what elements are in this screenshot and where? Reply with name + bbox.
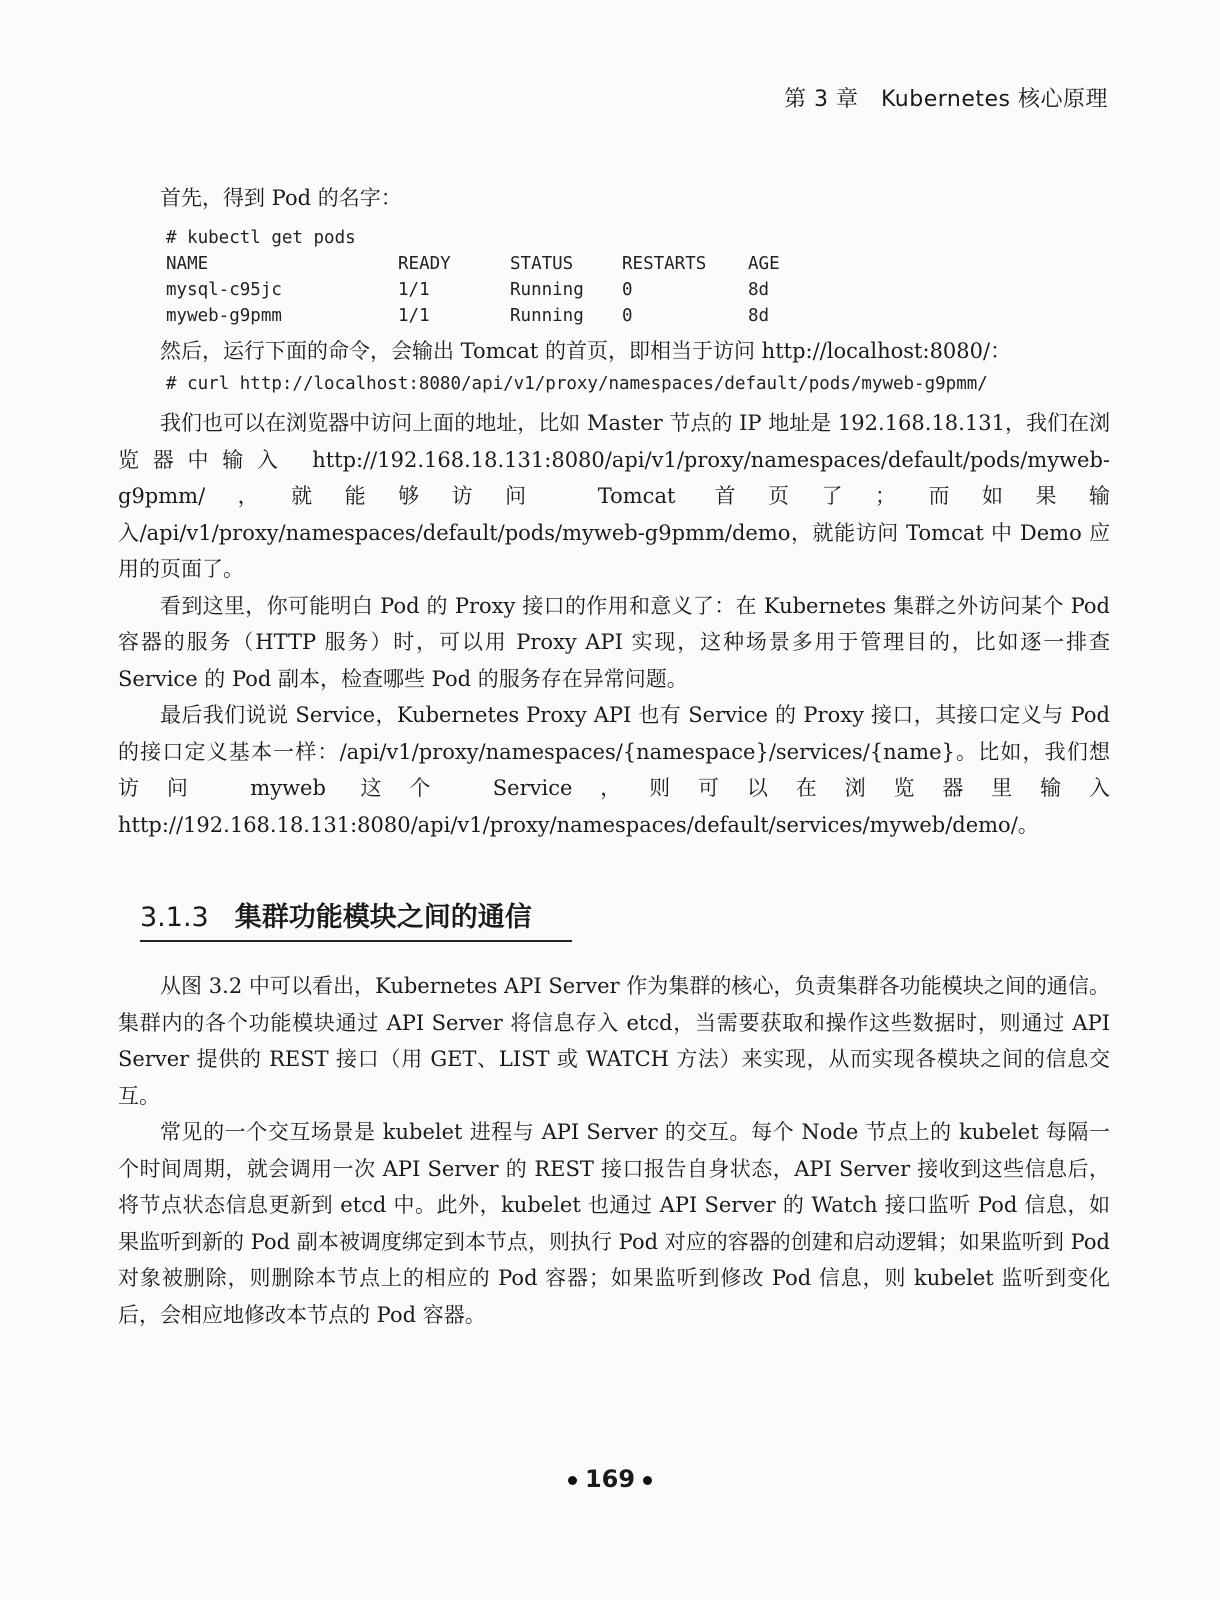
cell-ready: 1/1	[398, 305, 430, 326]
command-kubectl-get-pods: # kubectl get pods	[166, 227, 356, 248]
cell-restarts: 0	[622, 279, 633, 300]
cell-age: 8d	[748, 279, 770, 300]
paragraph-proxy-purpose: 看到这里，你可能明白 Pod 的 Proxy 接口的作用和意义了：在 Kubernetes 集群之外访问某个 Pod 容器的服务（HTTP 服务）时，可以用 Proxy API 实现，这种场景多用于管理目的，比如逐一排查 Service 的 Pod 副本，检查哪些 Pod 的服务存在异常问题。	[118, 593, 1110, 691]
bullet-dot-icon	[568, 1476, 577, 1485]
section-title: 集群功能模块之间的通信	[234, 902, 532, 933]
column-header-status: STATUS	[510, 253, 574, 274]
paragraph-get-pod-name: 首先，得到 Pod 的名字：	[160, 186, 402, 210]
table-row	[166, 303, 808, 329]
paragraph-api-server-core: 从图 3.2 中可以看出，Kubernetes API Server 作为集群的核心，负责集群各功能模块之间的通信。集群内的各个功能模块通过 API Server 将信息存入 etcd，当需要获取和操作这些数据时，则通过 API Server 提供的 REST 接口（用 GET、LIST 或 WATCH 方法）来实现，从而实现各模块之间的信息交互。	[118, 974, 1110, 1108]
cell-status: Running	[510, 279, 584, 300]
cell-restarts: 0	[622, 305, 633, 326]
cell-age: 8d	[748, 305, 770, 326]
column-header-ready: READY	[398, 253, 451, 274]
column-header-name: NAME	[166, 253, 209, 274]
paragraph-run-curl: 然后，运行下面的命令，会输出 Tomcat 的首页，即相当于访问 http://localhost:8080/：	[160, 338, 1012, 363]
cell-name: mysql-c95jc	[166, 279, 282, 300]
command-curl: # curl http://localhost:8080/api/v1/proxy/namespaces/default/pods/myweb-g9pmm/	[166, 374, 988, 394]
page-footer	[0, 1465, 1220, 1493]
bullet-dot-icon	[643, 1476, 652, 1485]
paragraph-service-proxy: 最后我们说说 Service，Kubernetes Proxy API 也有 Service 的 Proxy 接口，其接口定义与 Pod 的接口定义基本一样：/api/v1/proxy/namespaces/{namespace}/services/{name}。比如，我们想访问 myweb 这个 Service，则可以在浏览器里输入 http://192.168.18.131:8080/api/v1/proxy/namespaces/default/services/myweb/demo/。	[118, 703, 1110, 837]
cell-ready: 1/1	[398, 279, 430, 300]
pods-output-table	[166, 251, 808, 329]
page-number: 169	[584, 1465, 636, 1493]
section-heading	[140, 895, 572, 942]
running-header: 第 3 章 Kubernetes 核心原理	[783, 87, 1108, 112]
cell-status: Running	[510, 305, 584, 326]
column-header-restarts: RESTARTS	[622, 253, 707, 274]
section-number: 3.1.3	[140, 902, 209, 933]
paragraph-kubelet-interaction: 常见的一个交互场景是 kubelet 进程与 API Server 的交互。每个 Node 节点上的 kubelet 每隔一个时间周期，就会调用一次 API Server 的 REST 接口报告自身状态，API Server 接收到这些信息后，将节点状态信息更新到 etcd 中。此外，kubelet 也通过 API Server 的 Watch 接口监听 Pod 信息，如果监听到新的 Pod 副本被调度绑定到本节点，则执行 Pod 对应的容器的创建和启动逻辑；如果监听到 Pod 对象被删除，则删除本节点上的相应的 Pod 容器；如果监听到修改 Pod 信息，则 kubelet 监听到变化后，会相应地修改本节点的 Pod 容器。	[118, 1120, 1110, 1327]
page-content	[118, 180, 1110, 1333]
table-header-row	[166, 251, 808, 277]
cell-name: myweb-g9pmm	[166, 305, 282, 326]
table-row	[166, 277, 808, 303]
paragraph-browser-access: 我们也可以在浏览器中访问上面的地址，比如 Master 节点的 IP 地址是 192.168.18.131，我们在浏览器中输入 http://192.168.18.131:8080/api/v1/proxy/namespaces/default/pods/myweb-g9pmm/，就能够访问 Tomcat 首页了；而如果输入/api/v1/proxy/namespaces/default/pods/myweb-g9pmm/demo，就能访问 Tomcat 中 Demo 应用的页面了。	[118, 411, 1110, 581]
column-header-age: AGE	[748, 253, 780, 274]
